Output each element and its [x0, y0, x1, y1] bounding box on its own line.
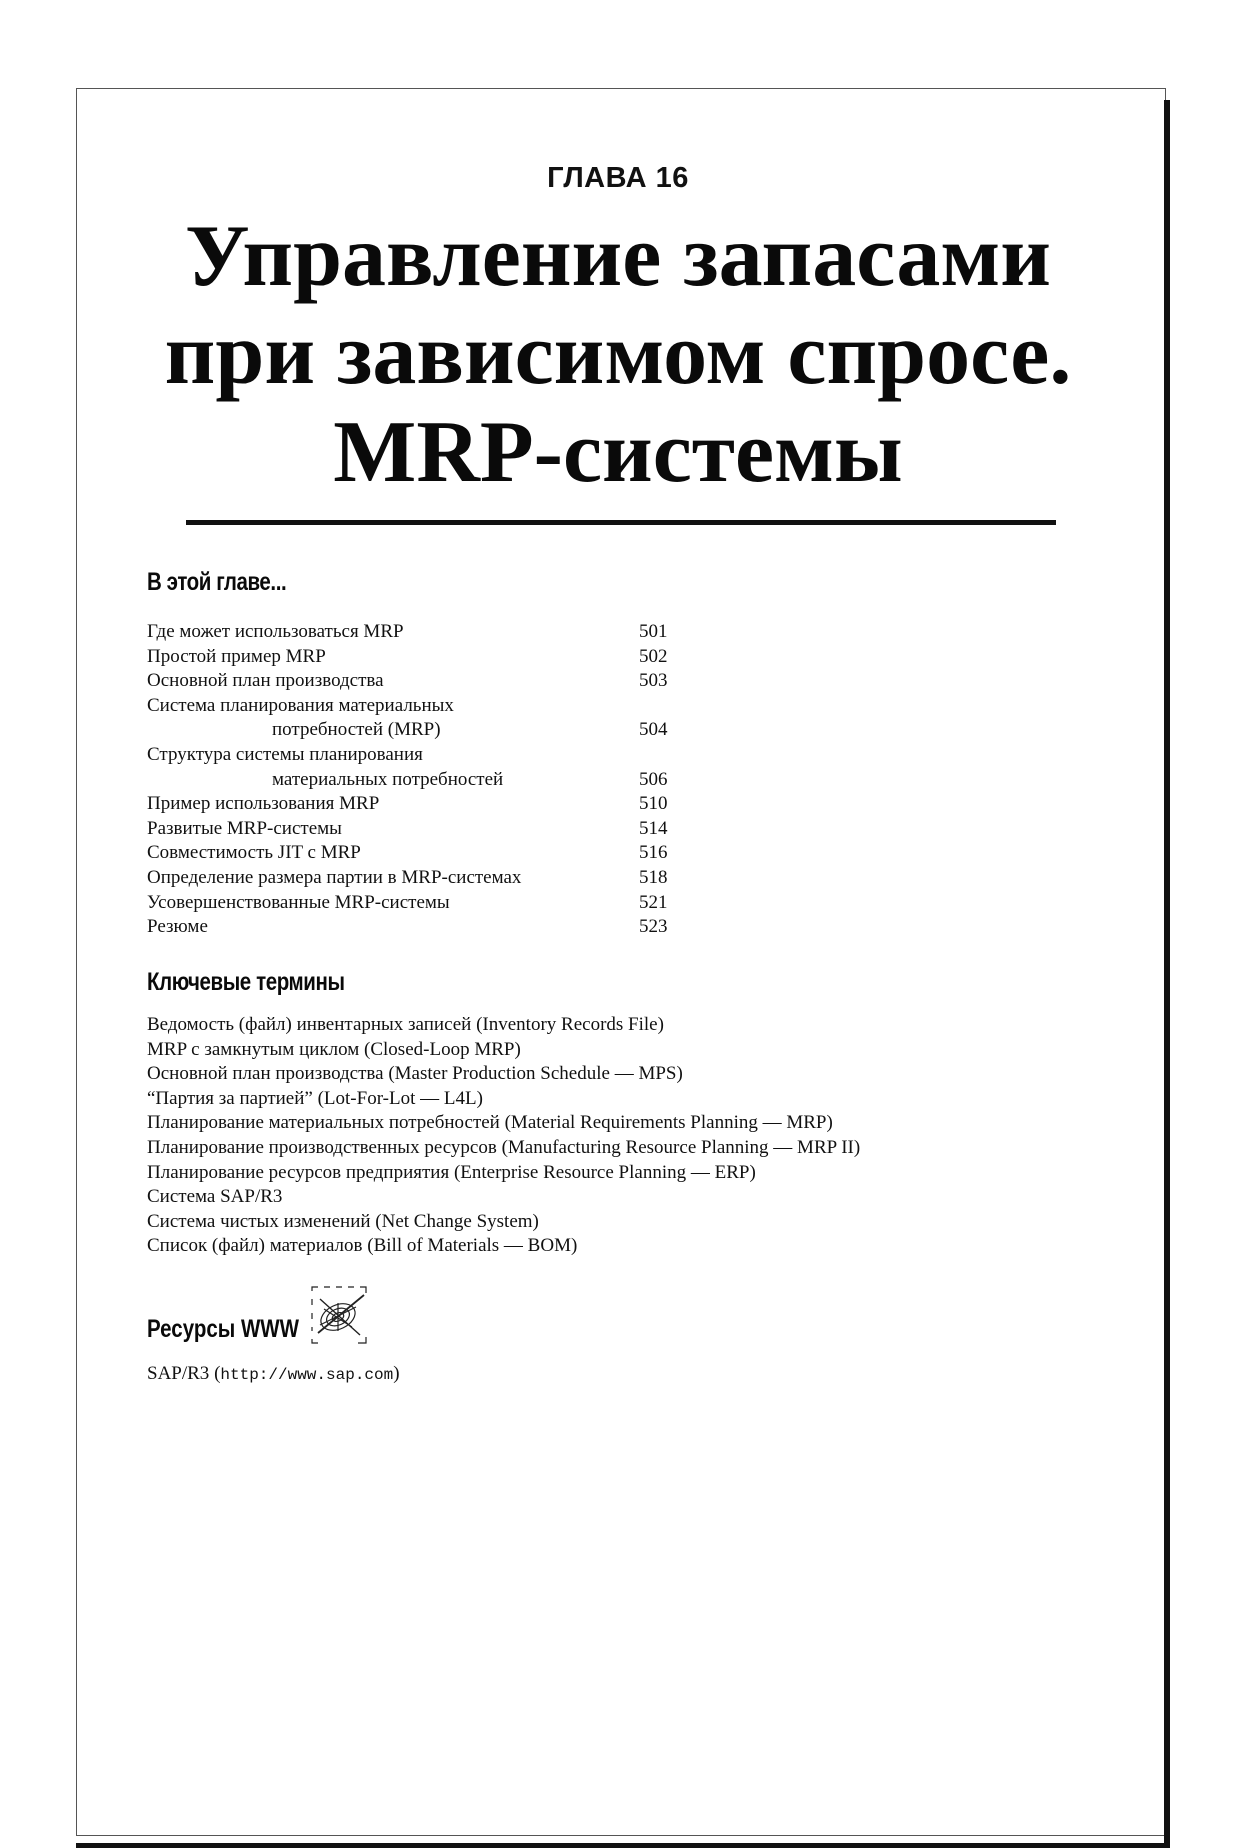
toc-item-page: 518 — [639, 866, 668, 888]
frame-shadow-bottom — [76, 1843, 1170, 1848]
toc-item — [147, 915, 677, 940]
toc-item-page: 501 — [639, 621, 668, 642]
toc-item — [147, 817, 677, 842]
toc-item — [147, 792, 677, 817]
toc-item-title: Резюме — [147, 916, 208, 938]
toc-item-page: 502 — [639, 645, 668, 667]
toc-item-page: 504 — [639, 719, 668, 741]
key-term: “Партия за партией” (Lot-For-Lot — L4L) — [147, 1087, 483, 1109]
toc-item-title: Усовершенствованные MRP-системы — [147, 891, 450, 913]
key-term: MRP с замкнутым циклом (Closed-Loop MRP) — [147, 1038, 521, 1060]
chapter-title-line: при зависимом спросе. — [164, 306, 1072, 403]
resource-name: SAP/R3 — [147, 1363, 210, 1384]
chapter-title-line: MRP-системы — [333, 404, 903, 501]
key-term: Планирование материальных потребностей (Material Requirements Planning — MRP) — [147, 1112, 833, 1134]
toc-item-page: 521 — [639, 891, 668, 913]
toc-item-title-continued: материальных потребностей — [272, 768, 504, 790]
toc-item — [147, 620, 677, 645]
key-term: Ведомость (файл) инвентарных записей (Inventory Records File) — [147, 1014, 664, 1035]
toc-item-title: Развитые MRP-системы — [147, 817, 342, 839]
resource-url[interactable]: http://www.sap.com — [220, 1366, 394, 1384]
key-terms-list — [147, 1013, 1047, 1259]
chapter-label: ГЛАВА 16 — [547, 162, 689, 194]
toc-item-continued — [147, 718, 677, 743]
contents-heading: В этой главе... — [147, 568, 287, 596]
toc-item — [147, 841, 677, 866]
key-term: Система чистых изменений (Net Change System) — [147, 1210, 539, 1232]
toc-item — [147, 891, 677, 916]
toc-item-title: Система планирования материальных — [147, 694, 454, 716]
resources-heading: Ресурсы WWW — [147, 1315, 300, 1343]
table-of-contents — [147, 620, 677, 940]
toc-item-page: 503 — [639, 670, 668, 692]
toc-item — [147, 743, 677, 768]
toc-item-page: 510 — [639, 793, 668, 815]
toc-item-title: Совместимость JIT с MRP — [147, 842, 361, 864]
toc-item-page: 506 — [639, 768, 668, 790]
toc-item-title: Где может использоваться MRP — [147, 621, 404, 642]
toc-item — [147, 694, 677, 719]
key-term: Список (файл) материалов (Bill of Materials — BOM) — [147, 1235, 578, 1257]
toc-item-title-continued: потребностей (MRP) — [272, 719, 441, 741]
toc-item-title: Определение размера партии в MRP-системах — [147, 866, 522, 888]
resource-entry: SAP/R3 (http://www.sap.com) — [147, 1363, 400, 1384]
toc-item — [147, 645, 677, 670]
toc-item — [147, 669, 677, 694]
chapter-title-line: Управление запасами — [185, 208, 1051, 305]
toc-item-page: 514 — [639, 817, 668, 839]
toc-item-page: 523 — [639, 916, 668, 938]
toc-item-title: Структура системы планирования — [147, 743, 423, 765]
key-terms-heading: Ключевые термины — [147, 968, 345, 996]
toc-item-title: Основной план производства — [147, 670, 384, 692]
key-term: Планирование производственных ресурсов (Manufacturing Resource Planning — MRP II) — [147, 1136, 861, 1158]
toc-item-title: Простой пример MRP — [147, 645, 326, 667]
toc-item — [147, 866, 677, 891]
key-term: Основной план производства (Master Production Schedule — MPS) — [147, 1063, 683, 1085]
toc-item-continued — [147, 768, 677, 793]
toc-item-title: Пример использования MRP — [147, 793, 380, 815]
globe-web-icon — [310, 1285, 372, 1347]
key-term: Планирование ресурсов предприятия (Enterprise Resource Planning — ERP) — [147, 1161, 756, 1183]
title-divider — [186, 520, 1056, 525]
toc-item-page: 516 — [639, 842, 668, 864]
key-term: Система SAP/R3 — [147, 1186, 283, 1208]
chapter-title — [0, 208, 1236, 502]
